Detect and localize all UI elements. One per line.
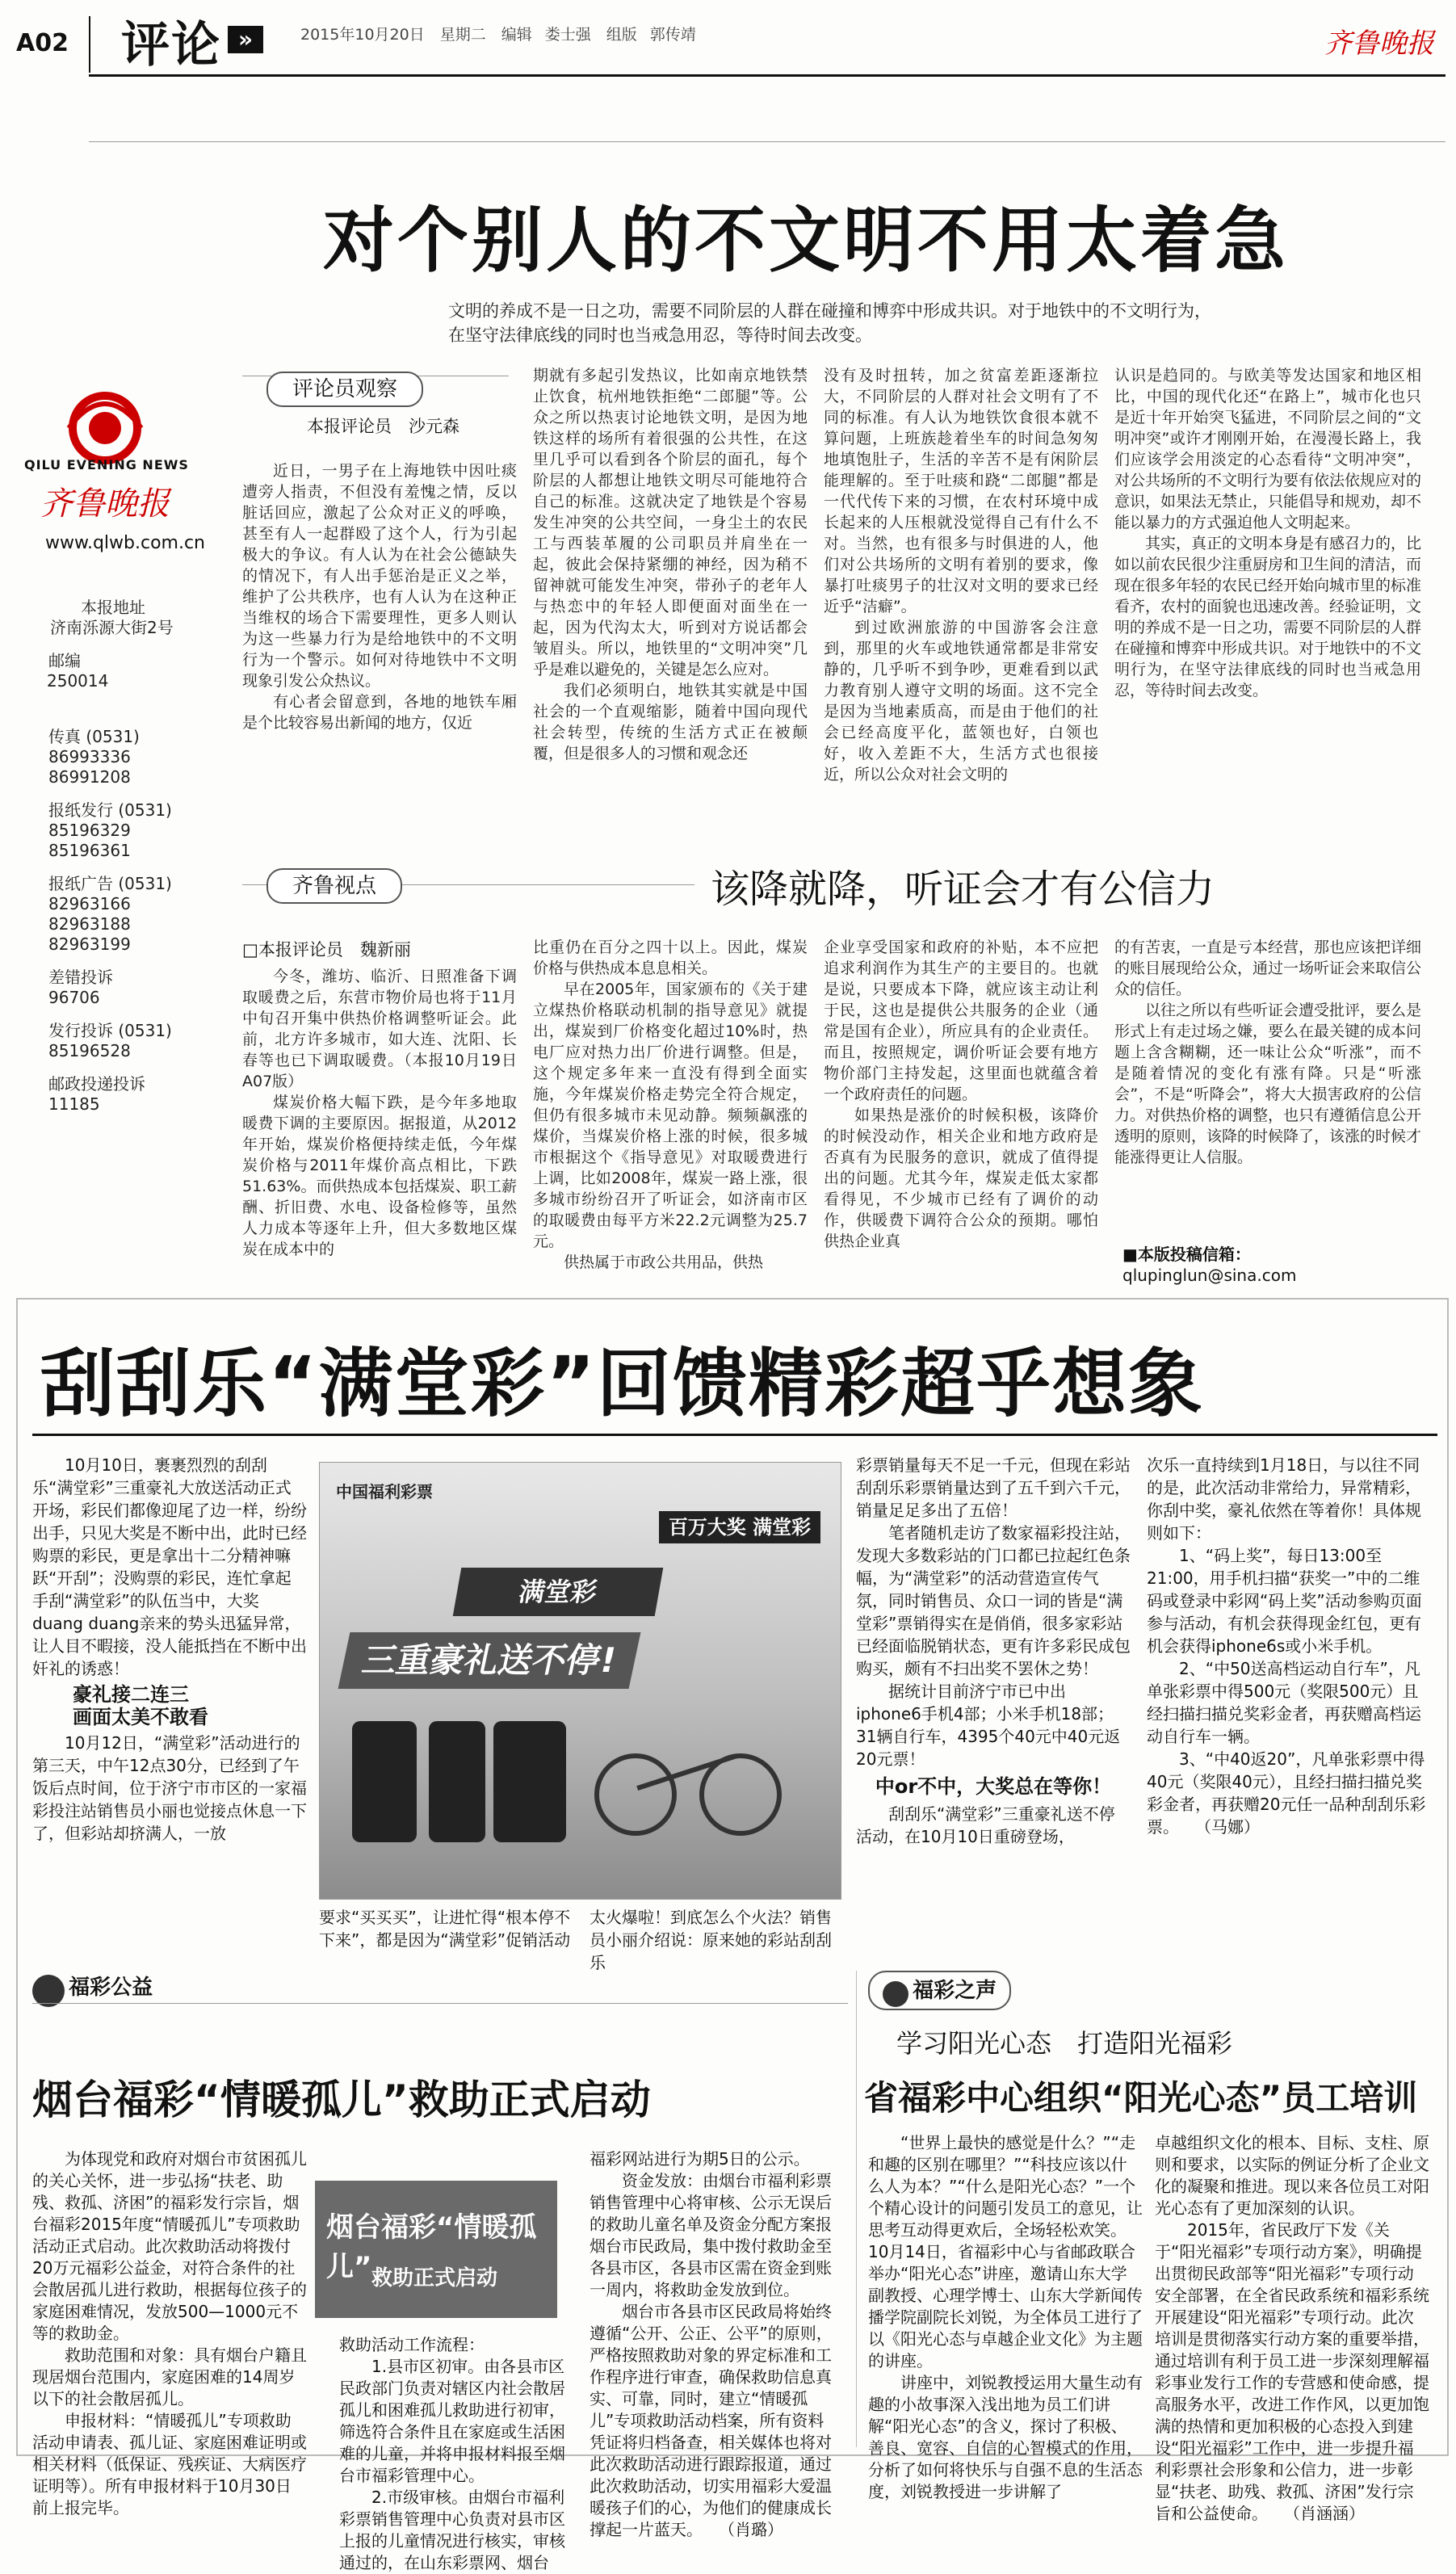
chevron-right-icon: » bbox=[228, 26, 263, 53]
contact-label: ■本版投稿信箱： bbox=[1122, 1245, 1251, 1264]
second-headline: 该降就降，听证会才有公信力 bbox=[711, 867, 1215, 912]
column-tag: 评论员观察 bbox=[266, 372, 423, 407]
paragraph: 烟台市各县市区民政局将始终遵循“公开、公正、公平”的原则，严格按照救助对象的界定标准和工作程序进行审查，确保救助信息真实、可靠，同时，建立“情暖孤儿”专项救助活动档案，所有资料凭证将归档备查，相关媒体也将对此次救助活动进行跟踪报道，通过此次救助活动，切实用福彩大爱温暖孩子们的心，为他们的健康成长撑起一片蓝天。 （肖璐） bbox=[590, 2302, 833, 2539]
paragraph: 据统计目前济宁市已中出iphone6手机4部；小米手机18部；31辆自行车，4395个40元中40元返20元票！ bbox=[856, 1682, 1121, 1769]
ad-rule bbox=[32, 1434, 1437, 1436]
contact-info bbox=[16, 598, 202, 1115]
paragraph: 救助活动工作流程： bbox=[339, 2335, 485, 2354]
website-link[interactable]: www.qlwb.com.cn bbox=[45, 533, 205, 553]
welfare-column bbox=[339, 2334, 565, 2572]
paragraph: 供热属于市政公共用品，供热 bbox=[564, 1253, 764, 1271]
paragraph: 其实，真正的文明本身是有感召力的，比如以前农民很少注重厨房和卫生间的清洁，而现在很多年轻的农民已经开始向城市里的标准看齐，农村的面貌也迅速改善。经验证明，文明的养成不是一日之功，需要不同阶层的人群在碰撞和博弈中形成共识。对于地铁中的不文明行为，在坚守法律底线的同时也当戒急用忍，等待时间去改变。 bbox=[1114, 535, 1422, 699]
welfare-logo-icon bbox=[32, 1975, 65, 2007]
contact-line: 差错投诉 bbox=[48, 968, 113, 987]
welfare-logo-icon bbox=[883, 1981, 908, 2007]
lottery-ticket-logo: 满堂彩 bbox=[453, 1568, 664, 1616]
contact-line: 传真 (0531) bbox=[48, 727, 140, 746]
paragraph: 今冬，潍坊、临沂、日照准备下调取暖费之后，东营市物价局也将于11月中旬召开集中供热价格调整听证会。此前，北方许多城市，如大连、沈阳、长春等也已下调取暖费。（本报10月19日A07版） bbox=[242, 968, 517, 1090]
paragraph: 认识是趋同的。与欧美等发达国家和地区相比，中国的现代化还“在路上”，城市化也只是近十年开始突飞猛进，不同阶层之间的“文明冲突”或许才刚刚开始，在漫漫长路上，我们应该学会用淡定的心态看待“文明冲突”，对公共场所的不文明行为要有依法依规应对的意识，如果法无禁止，只能倡导和规劝，却不能以暴力的方式强迫他人文明起来。 bbox=[1114, 367, 1422, 531]
paragraph: 期就有多起引发热议，比如南京地铁禁止饮食，杭州地铁拒绝“二郎腿”等。公众之所以热衷讨论地铁文明，是因为地铁这样的场所有着很强的公共性，在这里几乎可以看到各个阶层的面孔，每个阶层的人都想让地铁文明尽可能地符合自己的标准。这就决定了地铁是个容易发生冲突的公共空间，一身尘土的农民工与西装革履的公司职员并肩坐在一起，彼此会保持紧绷的神经，因为稍不留神就可能发生冲突，带孙子的老年人与热恋中的年轻人即便面对面坐在一起，因为代沟太大，听到对方说话都会皱眉头。所以，地铁里的“文明冲突”几乎是难以避免的，关键是怎么应对。 bbox=[533, 367, 808, 678]
paragraph: “世界上最快的感觉是什么？”“走和趣的区别在哪里？”“科技应该以什么人为本？”“什么是阳光心态？”一个个精心设计的问题引发员工的意见，让思考互动得更欢后，全场轻松欢笑。10月14日，省福彩中心与省邮政联合举办“阳光心态”讲座，邀请山东大学副教授、心理学博士、山东大学新闻传播学院副院长刘锐，为全体员工进行了以《阳光心态与卓越企业文化》为主题的讲座。 bbox=[868, 2133, 1143, 2370]
ad-headline: 刮刮乐“满堂彩”回馈精彩超乎想象 bbox=[40, 1341, 1204, 1427]
ad-column bbox=[856, 1454, 1131, 1946]
logo-chinese-name: 齐鲁晚报 bbox=[40, 485, 170, 523]
paragraph: 1、“码上奖”，每日13:00至21:00，用手机扫描“获奖一”中的二维码或登录中彩网“码上奖”活动参购页面参与活动，有机会获得现金红包，更有机会获得iphone6s或小米手机。 bbox=[1147, 1546, 1422, 1656]
article-column bbox=[242, 460, 517, 792]
page-number: A02 bbox=[16, 29, 69, 57]
welfare-left-headline: 烟台福彩“情暖孤儿”救助正式启动 bbox=[32, 2076, 651, 2123]
contact-line: 82963199 bbox=[48, 934, 131, 954]
column-divider bbox=[856, 1971, 857, 2447]
article-column bbox=[824, 937, 1098, 1289]
article-column bbox=[533, 365, 808, 792]
lottery-ad-image bbox=[319, 1462, 841, 1900]
contact-line: 85196329 85196361 bbox=[48, 821, 131, 860]
contact-line: 85196528 bbox=[48, 1041, 131, 1060]
header-divider bbox=[89, 16, 90, 73]
ad-caption: 要求“买买买”，让进忙得“根本停不下来”，都是因为“满堂彩”促销活动 bbox=[319, 1908, 571, 1950]
lottery-logo: 中国福利彩票 bbox=[336, 1482, 433, 1501]
paragraph: 10月10日，裹裹烈烈的刮刮乐“满堂彩”三重豪礼大放送活动正式开场，彩民们都像迎尾了边一样，纷纷出手，只见大奖是不断中出，此时已经购票的彩民，更是拿出十二分精神嘛跃“开刮”；没购票的彩民，连忙拿起手刮“满堂彩”的队伍当中，大奖duang duang亲来的势头迅猛异常，让人目不暇接，没人能抵挡在不断中出奸礼的诱惑！ bbox=[32, 1455, 307, 1678]
phone-icon bbox=[352, 1721, 417, 1842]
ad-subhead: 画面太美不敢看 bbox=[73, 1706, 208, 1728]
paragraph: 近日，一男子在上海地铁中因吐痰遭旁人指责，不但没有羞愧之情，反以脏话回应，激起了公众对正义的呼唤，甚至有人一起群殴了这个人，行为引起极大的争议。有人认为在社会公德缺失的情况下，有人出手惩治是正义之举，维护了公共秩序，也有人认为在这种正当维权的场合下需要理性，更多人则认为这一些暴力行为是给地铁中的不文明行为一个警示。如何对待地铁中不文明现象引发公众热议。 bbox=[242, 462, 517, 690]
paragraph: 2.市级审核。由烟台市福利彩票销售管理中心负责对县市区上报的儿童情况进行核实，审核通过的，在山东彩票网、烟台 bbox=[339, 2488, 565, 2572]
contact-line: 82963166 82963188 bbox=[48, 894, 131, 934]
welfare-image-subtitle: 救助正式启动 bbox=[371, 2266, 498, 2291]
contact-line: 96706 bbox=[48, 988, 100, 1007]
welfare-tag-label: 福彩公益 bbox=[69, 1976, 153, 2000]
welfare-column bbox=[590, 2148, 840, 2539]
contact-line: 报纸广告 (0531) bbox=[48, 874, 172, 893]
ad-subhead: 豪礼接二连三 bbox=[73, 1683, 189, 1706]
paragraph: 2015年，省民政厅下发《关于“阳光福彩”专项行动方案》，明确提出贯彻民政部等“阳光福彩”专项行动安全部署，在全省民政系统和福彩系统开展建设“阳光福彩”专项行动。此次培训是贯彻落实行动方案的重要举措，通过培训有利于员工进一步深刻理解福彩事业发行工作的专营感和使命感，提高服务水平，改进工作作风，以更加饱满的热情和更加积极的心态投入到建设“阳光福彩”工作中，进一步提升福利彩票社会形象和公信力，进一步彰显“扶老、助残、救孤、济困”发行宗旨和公益使命。 （肖涵涵） bbox=[1155, 2220, 1429, 2523]
submission-contact bbox=[1122, 1244, 1296, 1286]
paragraph: 企业享受国家和政府的补贴，本不应把追求利润作为其生产的主要目的。也就是说，只要成本下降，就应该主动让利于民，这也是提供公共服务的企业（通常是国有企业），所应具有的企业责任。而且，按照规定，调价听证会要有地方物价部门主持发起，这里面也就蕴含着一个政府责任的问题。 bbox=[824, 938, 1098, 1103]
promo-ribbon: 三重豪礼送不停! bbox=[338, 1632, 641, 1689]
main-headline: 对个别人的不文明不用太着急 bbox=[323, 199, 1290, 282]
paragraph: 为体现党和政府对烟台市贫困孤儿的关心关怀，进一步弘扬“扶老、助残、救孤、济困”的福彩发行宗旨，烟台福彩2015年度“情暖孤儿”专项救助活动正式启动。此次救助活动将拨付20万元福彩公益金，对符合条件的社会散居孤儿进行救助，根据每位孩子的家庭困难情况，发放500—1000元不等的救助金。 bbox=[32, 2149, 307, 2343]
welfare-right-headline: 省福彩中心组织“阳光心态”员工培训 bbox=[864, 2078, 1418, 2118]
welfare-column bbox=[32, 2148, 307, 2517]
welfare-column bbox=[868, 2132, 1143, 2501]
phone-icon bbox=[429, 1721, 485, 1842]
welfare-tag bbox=[32, 1971, 153, 2007]
welfare-right-kicker: 学习阳光心态 打造阳光福彩 bbox=[896, 2028, 1233, 2059]
paragraph: 刮刮乐“满堂彩”三重豪礼送不停活动，在10月10日重磅登场， bbox=[856, 1804, 1115, 1846]
paragraph: 有心者会留意到，各地的地铁车厢是个比较容易出新闻的地方，仅近 bbox=[242, 693, 517, 732]
welfare-tag bbox=[868, 1971, 1011, 2010]
section-rule bbox=[32, 2003, 848, 2004]
column-tag: 齐鲁视点 bbox=[266, 868, 402, 904]
ad-column bbox=[32, 1454, 307, 1906]
contact-line: 86993336 86991208 bbox=[48, 747, 131, 787]
paragraph: 卓越组织文化的根本、目标、支柱、原则和要求，以实际的例证分析了企业文化的凝聚和推进。现以来各位员工对阳光心态有了更加深刻的认识。 bbox=[1155, 2133, 1429, 2218]
paragraph: 早在2005年，国家颁布的《关于建立煤热价格联动机制的指导意见》就提出，煤炭到厂价格变化超过10%时，热电厂应对热力出厂价进行调整。但是，这个规定多年来一直没有得到全面实施，今年煤炭价格走势完全符合规定，但仍有很多城市未见动静。频频飙涨的煤价，当煤炭价格上涨的时候，很多城市根据这个《指导意见》对取暖费进行上调，比如2008年，煤炭一路上涨，很多城市纷纷召开了听证会，如济南市区的取暖费由每平方米22.2元调整为25.7元。 bbox=[533, 980, 808, 1250]
paragraph: 我们必须明白，地铁其实就是中国社会的一个直观缩影，随着中国向现代社会转型，传统的生活方式正在被颠覆，但是很多人的习惯和观念还 bbox=[533, 682, 808, 762]
contact-line: 邮政投递投诉 bbox=[48, 1074, 145, 1094]
byline: □本报评论员 魏新丽 bbox=[242, 940, 411, 959]
ad-column bbox=[1147, 1454, 1429, 1946]
header-rule bbox=[89, 74, 1446, 77]
article-column bbox=[1114, 937, 1421, 1228]
paragraph: 2、“中50送高档运动自行车”，凡单张彩票中得500元（奖限500元）且经扫描扫描兑奖彩金者，再获赠高档运动自行车一辆。 bbox=[1147, 1659, 1421, 1746]
paragraph: 没有及时扭转，加之贫富差距逐渐拉大，不同阶层的人群对社会文明有了不同的标准。有人认为地铁饮食很本就不算问题，上班族趁着坐车的时间急匆匆地填饱肚子，生活的辛苦不是有闲阶层能理解的。至于吐痰和跷“二郎腿”都是一代代传下来的习惯，在农村环境中成长起来的人压根就没觉得自己有什么不对。当然，也有很多与时俱进的人，他们对公共场所的文明有着别的要求，像暴打吐痰男子的壮汉对文明的要求已经近乎“洁癖”。 bbox=[824, 367, 1098, 615]
ad-subhead: 中or不中，大奖总在等你！ bbox=[875, 1775, 1112, 1798]
contact-line: 邮编 bbox=[48, 651, 81, 670]
phone-icon bbox=[493, 1721, 566, 1842]
welfare-image-title: 烟台福彩“情暖孤儿” bbox=[326, 2211, 537, 2283]
paragraph: 的有苦衷，一直是亏本经营，那也应该把详细的账目展现给公众，通过一场听证会来取信公众的信任。 bbox=[1114, 938, 1422, 998]
article-column bbox=[533, 937, 808, 1289]
issue-meta: 2015年10月20日 星期二 编辑 娄士强 组版 郭传靖 bbox=[300, 26, 696, 44]
paragraph: 讲座中，刘锐教授运用大量生动有趣的小故事深入浅出地为员工们讲解“阳光心态”的含义，探讨了积极、善良、宽容、自信的心智模式的作用，分析了如何将快乐与自强不息的生活态度，刘锐教授进一步讲解了 bbox=[868, 2373, 1143, 2501]
contact-line: 250014 bbox=[47, 671, 109, 691]
paragraph: 如果热是涨价的时候积极，该降价的时候没动作，相关企业和地方政府是否真有为民服务的意识，就成了值得提出的问题。尤其今年，煤炭走低太家都看得见，不少城市已经有了调价的动作，供暖费下调符合公众的预期。哪怕供热企业真 bbox=[824, 1106, 1098, 1250]
welfare-tag-label: 福彩之声 bbox=[913, 1979, 997, 2003]
paragraph: 比重仍在百分之四十以上。因此，煤炭价格与供热成本息息相关。 bbox=[533, 938, 808, 977]
paragraph: 1.县市区初审。由各县市区民政部门负责对辖区内社会散居孤儿和困难孤儿救助进行初审，筛选符合条件且在家庭或生活困难的儿童，并将申报材料报至烟台市福彩管理中心。 bbox=[339, 2357, 565, 2485]
logo-english-name: QILU EVENING NEWS bbox=[24, 457, 189, 472]
bicycle-wheel-icon bbox=[594, 1753, 677, 1836]
paragraph: 彩票销量每天不足一千元，但现在彩站刮刮乐彩票销量达到了五千到六千元，销量足足多出了五倍！ bbox=[856, 1455, 1131, 1520]
masthead-logo: 齐鲁晚报 bbox=[1324, 27, 1434, 60]
contact-line: 济南泺源大街2号 bbox=[50, 618, 174, 637]
welfare-column bbox=[1155, 2132, 1429, 2523]
paragraph: 以往之所以有些听证会遭受批评，要么是形式上有走过场之嫌，要么在最关键的成本问题上含含糊糊，还一味让公众“听涨”，而不是随着情况的变化有涨有降。只是“听涨会”，不是“听降会”，将大大损害政府的公信力。对供热价格的调整，也只有遵循信息公开透明的原则，该降的时候降了，该涨的时候才能涨得更让人信服。 bbox=[1114, 1001, 1422, 1166]
paragraph: 煤炭价格大幅下跌，是今年多地取暖费下调的主要原因。据报道，从2012年开始，煤炭价格便持续走低，今年煤炭价格与2011年煤价高点相比，下跌51.63%。而供热成本包括煤炭、职工薪酬、折旧费、水电、设备检修等，虽然人力成本等逐年上升，但大多数地区煤炭在成本中的 bbox=[242, 1094, 517, 1258]
paragraph: 10月12日，“满堂彩”活动进行的第三天，中午12点30分，已经到了午饭后点时间，位于济宁市市区的一家福彩投注站销售员小丽也觉接点休息一下了，但彩站却挤满人，一放 bbox=[32, 1733, 307, 1843]
paragraph: 次乐一直持续到1月18日，与以往不同的是，此次活动非常给力，异常精彩，你刮中奖，豪礼依然在等着你！具体规则如下： bbox=[1147, 1455, 1421, 1543]
byline: 本报评论员 沙元森 bbox=[307, 417, 459, 436]
contact-line: 本报地址 bbox=[81, 598, 145, 617]
paragraph: 救助范围和对象：具有烟台户籍且现居烟台范围内，家庭困难的14周岁以下的社会散居孤儿。 bbox=[32, 2345, 307, 2408]
paragraph: 资金发放：由烟台市福利彩票销售管理中心将审核、公示无误后的救助儿童名单及资金分配方案报烟台市民政局，集中拨付救助金至各县市区，各县市区需在资金到账一周内，将救助金发放到位。 bbox=[590, 2171, 832, 2299]
article-column bbox=[1114, 365, 1421, 792]
contact-line: 报纸发行 (0531) bbox=[48, 800, 172, 820]
section-title: 评论 bbox=[121, 17, 221, 73]
ad-caption: 太火爆啦！到底怎么个火法？销售员小丽介绍说：原来她的彩站刮刮乐 bbox=[590, 1908, 832, 1972]
contact-line: 发行投诉 (0531) bbox=[48, 1021, 172, 1040]
paragraph: 福彩网站进行为期5日的公示。 bbox=[590, 2149, 810, 2169]
prize-banner: 百万大奖 满堂彩 bbox=[659, 1511, 820, 1543]
paragraph: 笔者随机走访了数家福彩投注站，发现大多数彩站的门口都已拉起红色条幅，为“满堂彩”的活动营造宣传气氛，同时销售员、众口一词的皆是“满堂彩”票销得实在是俏俏，很多家彩站已经面临脱销状态，更有许多彩民成包购买，颇有不扫出奖不罢休之势！ bbox=[856, 1523, 1131, 1678]
contact-email[interactable]: qlupinglun@sina.com bbox=[1122, 1266, 1297, 1285]
welfare-image bbox=[315, 2181, 557, 2318]
paragraph: 3、“中40返20”，凡单张彩票中得40元（奖限40元），且经扫描扫描兑奖彩金者，再获赠20元任一品种刮刮乐彩票。 （马娜） bbox=[1147, 1749, 1426, 1837]
main-deck: 文明的养成不是一日之功，需要不同阶层的人群在碰撞和博弈中形成共识。对于地铁中的不文明行为，在坚守法律底线的同时也当戒急用忍，等待时间去改变。 bbox=[448, 301, 1211, 345]
contact-line: 11185 bbox=[48, 1094, 100, 1114]
article-column bbox=[824, 365, 1098, 792]
article-column bbox=[242, 966, 517, 1289]
paragraph: 到过欧洲旅游的中国游客会注意到，那里的火车或地铁通常都是非常安静的，几乎听不到争吵，更难看到以武力教育别人遵守文明的场面。这不完全是因为当地素质高，而是由于他们的社会已经高度平化，蓝领也好，白领也好，收入差距不大，生活方式也很接近，所以公众对社会文明的 bbox=[824, 619, 1098, 783]
paragraph: 申报材料：“情暖孤儿”专项救助活动申请表、孤儿证、家庭困难证明或相关材料（低保证、残疾证、大病医疗证明等）。所有申报材料于10月30日前上报完毕。 bbox=[32, 2411, 307, 2517]
header-rule-thin bbox=[89, 141, 1446, 142]
